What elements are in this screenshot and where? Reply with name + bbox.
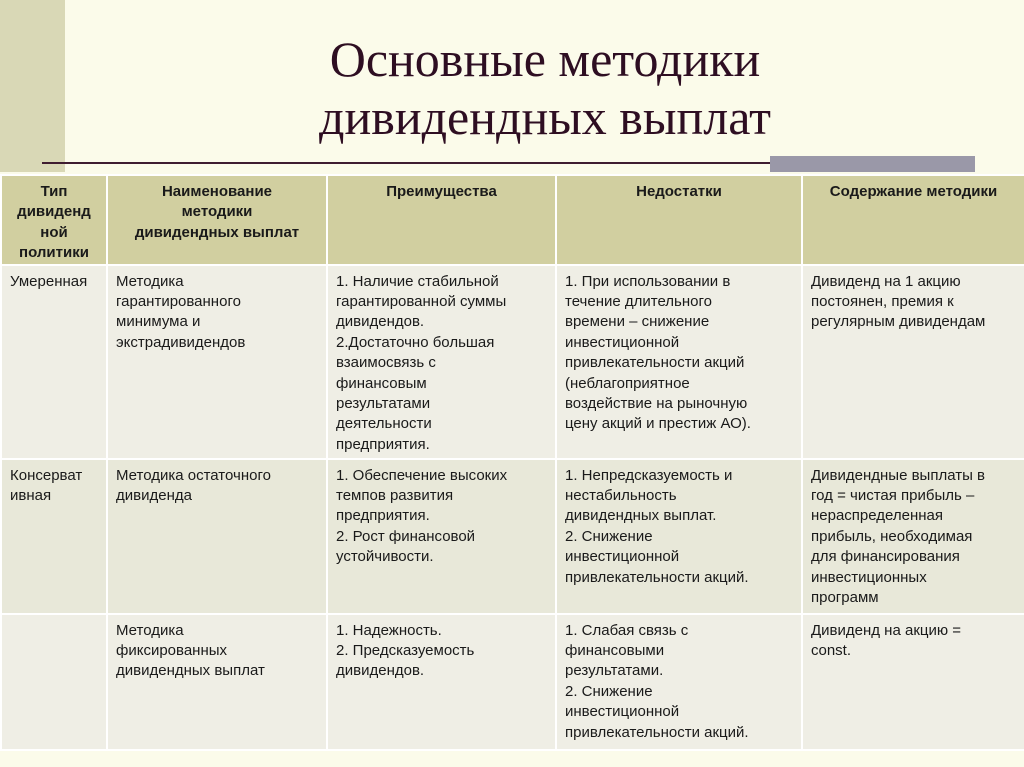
table-row: [1, 614, 1024, 750]
cell-method-content: Дивидендные выплаты в год = чистая прибыль – нераспределенная прибыль, необходимая для финансирования инвестиционных программ: [802, 459, 1024, 614]
table-row: [1, 459, 1024, 614]
header-policy-type: Тип дивиденд ной политики: [1, 175, 107, 265]
cell-disadvantages: 1. При использовании в течение длительного времени – снижение инвестиционной привлекательности акций (неблагоприятное воздействие на рыночную цену акций и престиж АО).: [556, 265, 802, 459]
header-advantages: Преимущества: [327, 175, 556, 265]
table-row: [1, 265, 1024, 459]
table-header-row: [1, 175, 1024, 265]
cell-method-name: Методика гарантированного минимума и экстрадивидендов: [107, 265, 327, 459]
header-method-name: Наименование методики дивидендных выплат: [107, 175, 327, 265]
cell-policy-type: Консерват ивная: [1, 459, 107, 614]
header-disadvantages: Недостатки: [556, 175, 802, 265]
cell-method-name: Методика остаточного дивиденда: [107, 459, 327, 614]
title-accent-bar: [770, 156, 975, 172]
cell-advantages: 1. Обеспечение высоких темпов развития предприятия. 2. Рост финансовой устойчивости.: [327, 459, 556, 614]
methods-table: [0, 174, 1024, 751]
title-line-2: дивидендных выплат: [319, 89, 771, 145]
cell-method-content: Дивиденд на акцию = const.: [802, 614, 1024, 750]
cell-method-content: Дивиденд на 1 акцию постоянен, премия к регулярным дивидендам: [802, 265, 1024, 459]
cell-disadvantages: 1. Непредсказуемость и нестабильность дивидендных выплат. 2. Снижение инвестиционной привлекательности акций.: [556, 459, 802, 614]
left-decor-band: [0, 0, 65, 172]
cell-advantages: 1. Наличие стабильной гарантированной суммы дивидендов. 2.Достаточно большая взаимосвязь с финансовым результатами деятельности предприятия.: [327, 265, 556, 459]
cell-method-name: Методика фиксированных дивидендных выплат: [107, 614, 327, 750]
cell-policy-type: Умеренная: [1, 265, 107, 459]
cell-advantages: 1. Надежность. 2. Предсказуемость дивидендов.: [327, 614, 556, 750]
cell-disadvantages: 1. Слабая связь с финансовыми результатами. 2. Снижение инвестиционной привлекательности акций.: [556, 614, 802, 750]
slide-title: [65, 30, 1024, 146]
cell-policy-type: [1, 614, 107, 750]
header-method-content: Содержание методики: [802, 175, 1024, 265]
title-line-1: Основные методики: [329, 31, 761, 87]
